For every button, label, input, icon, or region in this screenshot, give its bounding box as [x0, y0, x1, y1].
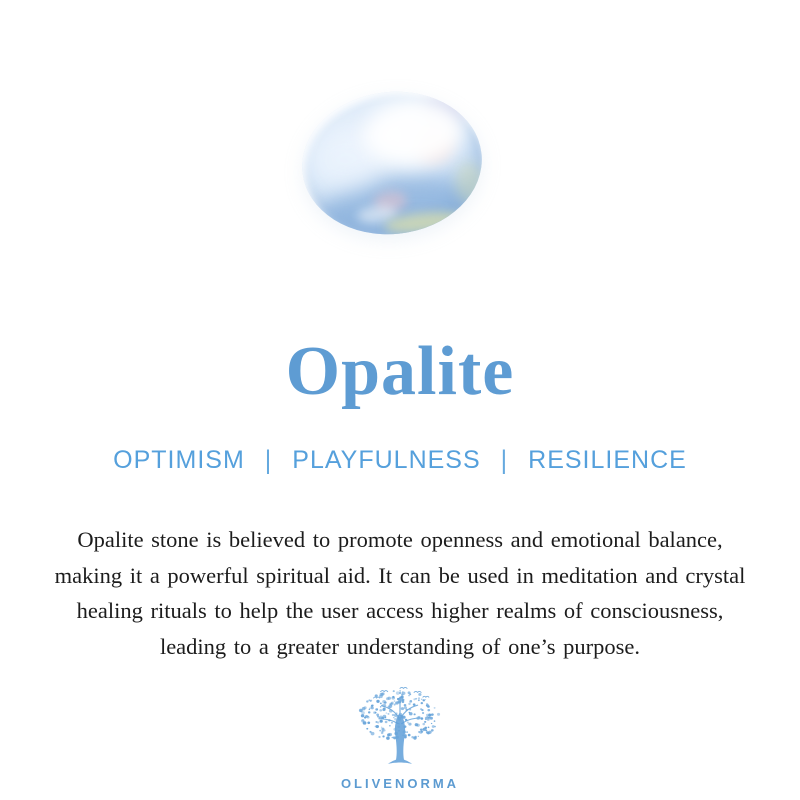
description-line: making it a powerful spiritual aid. It can be used in meditation and crystal — [54, 562, 746, 588]
opalite-stone — [295, 83, 489, 243]
brand-name: OLIVENORMA — [340, 776, 460, 791]
opalite-stone-image — [295, 83, 489, 243]
trait-label-resilience: RESILIENCE — [528, 446, 687, 474]
trait-label-optimism: OPTIMISM — [113, 446, 245, 474]
olive-tree-icon — [356, 686, 444, 771]
trait-separator: | — [264, 445, 273, 475]
page-title: Opalite — [285, 333, 515, 410]
description-text — [0, 522, 800, 664]
trait-label-playfulness: PLAYFULNESS — [292, 446, 481, 474]
trait-separator: | — [500, 445, 509, 475]
description-line: healing rituals to help the user access higher realms of consciousness, — [76, 598, 724, 623]
description-line: leading to a greater understanding of one’s purpose. — [159, 633, 641, 659]
brand-logo — [0, 686, 800, 791]
traits-tagline — [0, 445, 800, 475]
description-line: Opalite stone is believed to promote openness and emotional balance, — [77, 527, 723, 552]
